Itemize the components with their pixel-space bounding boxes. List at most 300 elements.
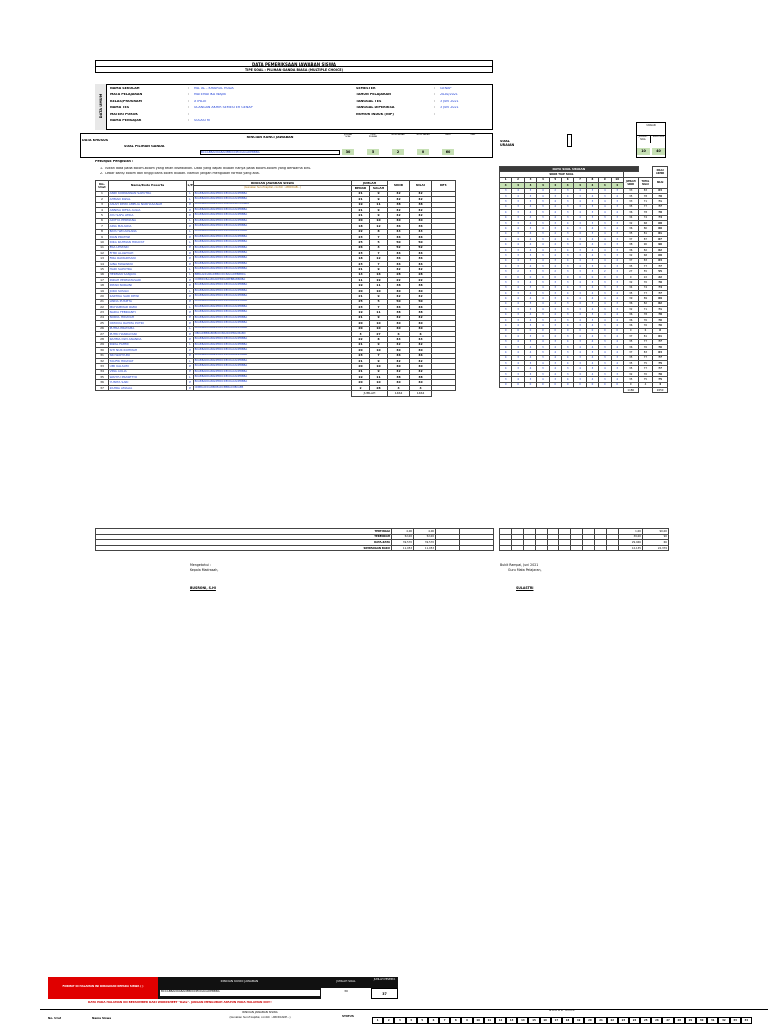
cell-lp[interactable]: L (187, 272, 194, 277)
cell-jawaban[interactable]: BCABBADDABADEBDCDECDACADEBBBA (194, 353, 352, 358)
uraian-cell[interactable]: 4 (586, 226, 598, 231)
uraian-cell[interactable]: 3 (500, 269, 512, 274)
uraian-cell[interactable]: 4 (524, 247, 536, 252)
cell-jawaban[interactable]: BCABBADDABADEBDCDECDACADEBBBA (194, 218, 352, 223)
uraian-cell[interactable]: 3 (611, 199, 623, 204)
uraian-cell[interactable]: 3 (574, 339, 586, 344)
cell-nama[interactable]: RIZAL FAHMI (109, 342, 187, 347)
uraian-cell[interactable]: 3 (549, 323, 561, 328)
uraian-cell[interactable]: 4 (561, 355, 573, 360)
uraian-cell[interactable]: 4 (611, 377, 623, 382)
cell-nama[interactable]: BAYU WICAKSANA (109, 229, 187, 234)
uraian-cell[interactable]: 3 (561, 301, 573, 306)
uraian-cell[interactable]: 4 (574, 334, 586, 339)
uraian-cell[interactable]: 3 (561, 215, 573, 220)
uraian-cell[interactable]: 3 (586, 269, 598, 274)
uraian-cell[interactable]: 3 (512, 355, 524, 360)
uraian-cell[interactable]: 4 (524, 350, 536, 355)
uraian-cell[interactable]: 3 (599, 307, 611, 312)
khusus-value[interactable]: 2 (392, 149, 404, 155)
cell-lp[interactable]: P (187, 224, 194, 229)
uraian-cell[interactable]: 3 (586, 258, 598, 263)
uraian-cell[interactable]: 4 (561, 377, 573, 382)
uraian-cell[interactable]: 4 (574, 204, 586, 209)
uraian-cell[interactable]: 4 (537, 296, 549, 301)
uraian-cell[interactable]: 3 (586, 264, 598, 269)
uraian-cell[interactable]: 3 (524, 371, 536, 376)
uraian-cell[interactable]: 4 (500, 231, 512, 236)
uraian-cell[interactable]: 2 (512, 269, 524, 274)
uraian-cell[interactable]: 4 (611, 344, 623, 349)
uraian-cell[interactable]: 4 (599, 210, 611, 215)
uraian-cell[interactable]: 4 (549, 215, 561, 220)
uraian-cell[interactable]: 3 (512, 371, 524, 376)
uraian-cell[interactable]: 3 (549, 296, 561, 301)
uraian-cell[interactable]: 3 (611, 371, 623, 376)
uraian-cell[interactable]: 4 (574, 301, 586, 306)
uraian-cell[interactable]: 3 (611, 247, 623, 252)
uraian-cell[interactable]: 3 (599, 226, 611, 231)
uraian-cell[interactable]: 4 (611, 312, 623, 317)
uraian-cell[interactable]: 3 (500, 377, 512, 382)
cell-jawaban[interactable]: BCABBADDABADEBDCDECDACADEBBBA (194, 267, 352, 272)
cell-lp[interactable]: L (187, 288, 194, 293)
cell-nama[interactable]: HERMAN SANJAYA (109, 272, 187, 277)
cell-jawaban[interactable]: BCABBADDABADEBDCDECDACADEBBBA (194, 207, 352, 212)
uraian-cell[interactable]: 0 (561, 382, 573, 387)
uraian-cell[interactable]: 3 (512, 247, 524, 252)
uraian-cell[interactable]: 3 (561, 317, 573, 322)
info-left-value[interactable]: MA. AL - KHAIRUL HUDA (194, 87, 234, 90)
cell-nama[interactable]: ADITYA PERMANA (109, 218, 187, 223)
uraian-cell[interactable]: 4 (599, 312, 611, 317)
uraian-cell[interactable]: 4 (586, 307, 598, 312)
cell-jawaban[interactable]: BCABBADDABADEBDCDECDACADEBBBA (194, 234, 352, 239)
uraian-cell[interactable]: 0 (599, 274, 611, 279)
uraian-cell[interactable]: 3 (574, 253, 586, 258)
uraian-cell[interactable]: 0 (500, 382, 512, 387)
uraian-cell[interactable]: 4 (500, 334, 512, 339)
uraian-cell[interactable]: 3 (611, 264, 623, 269)
uraian-cell[interactable]: 3 (574, 193, 586, 198)
uraian-cell[interactable]: 4 (537, 361, 549, 366)
cell-jawaban[interactable]: BCABBADDABADEBDCDECDACADEBBBA (194, 310, 352, 315)
uraian-cell[interactable]: 3 (611, 204, 623, 209)
uraian-cell[interactable]: 4 (512, 296, 524, 301)
uraian-cell[interactable]: 4 (586, 253, 598, 258)
uraian-cell[interactable]: 3 (586, 199, 598, 204)
uraian-cell[interactable]: 3 (574, 371, 586, 376)
uraian-cell[interactable]: 3 (524, 323, 536, 328)
uraian-cell[interactable]: 4 (549, 204, 561, 209)
uraian-cell[interactable]: 4 (561, 247, 573, 252)
uraian-cell[interactable]: 4 (524, 215, 536, 220)
uraian-cell[interactable]: 4 (599, 317, 611, 322)
cell-nama[interactable]: INTAN NURAINI (109, 283, 187, 288)
uraian-cell[interactable]: 3 (599, 323, 611, 328)
cell-lp[interactable]: L (187, 218, 194, 223)
cell-jawaban[interactable]: BCABBADDABADEBDCDECDACADEBBBA (194, 321, 352, 326)
uraian-cell[interactable]: 3 (574, 355, 586, 360)
uraian-cell[interactable]: 3 (500, 307, 512, 312)
uraian-cell[interactable]: 3 (549, 377, 561, 382)
uraian-cell[interactable]: 4 (561, 285, 573, 290)
uraian-cell[interactable]: 3 (599, 344, 611, 349)
uraian-cell[interactable]: 0 (599, 382, 611, 387)
uraian-cell[interactable]: 3 (512, 307, 524, 312)
cell-nama[interactable]: DIAN PRATIWI (109, 234, 187, 239)
cell-nama[interactable]: NURUL HIDAYAH (109, 315, 187, 320)
uraian-cell[interactable]: 4 (561, 193, 573, 198)
cell-nama[interactable]: AHMAD RIZAL (109, 197, 187, 202)
cell-nama[interactable]: MUHAMMAD RIZKI (109, 304, 187, 309)
uraian-cell[interactable]: 3 (524, 377, 536, 382)
uraian-cell[interactable]: 3 (512, 199, 524, 204)
uraian-cell[interactable]: 2 (549, 269, 561, 274)
uraian-cell[interactable]: 0 (599, 328, 611, 333)
cell-lp[interactable]: P (187, 348, 194, 353)
cell-lp[interactable]: P (187, 213, 194, 218)
cell-lp[interactable]: P (187, 337, 194, 342)
uraian-cell[interactable]: 2 (599, 269, 611, 274)
uraian-cell[interactable]: 4 (524, 290, 536, 295)
uraian-cell[interactable]: 0 (561, 328, 573, 333)
uraian-cell[interactable]: 3 (537, 350, 549, 355)
uraian-cell[interactable]: 4 (611, 296, 623, 301)
uraian-cell[interactable]: 3 (561, 350, 573, 355)
cell-jawaban[interactable]: BCABBADDABADEBDCDECDACADEBBBA (194, 224, 352, 229)
cell-jawaban[interactable]: BCABBADDABADEBDCDECDACADEBBBA (194, 364, 352, 369)
uraian-cell[interactable]: 3 (599, 220, 611, 225)
uraian-cell[interactable]: 0 (549, 328, 561, 333)
uraian-cell[interactable]: 3 (537, 344, 549, 349)
khusus-value[interactable]: 0 (417, 149, 429, 155)
cell-jawaban[interactable]: BCABBADDABADEBDCDECDACADEBBBA (194, 380, 352, 385)
uraian-input-box[interactable] (567, 134, 572, 147)
uraian-cell[interactable]: 4 (561, 220, 573, 225)
cell-nama[interactable]: SITI NUR ROHMAH (109, 348, 187, 353)
uraian-cell[interactable]: 4 (561, 296, 573, 301)
uraian-cell[interactable]: 3 (599, 290, 611, 295)
uraian-cell[interactable]: 0 (574, 274, 586, 279)
uraian-cell[interactable]: 3 (574, 307, 586, 312)
uraian-cell[interactable]: 3 (561, 188, 573, 193)
uraian-cell[interactable]: 3 (524, 361, 536, 366)
uraian-cell[interactable]: 3 (549, 226, 561, 231)
uraian-cell[interactable]: 4 (537, 247, 549, 252)
uraian-cell[interactable]: 4 (537, 377, 549, 382)
uraian-cell[interactable]: 3 (561, 253, 573, 258)
cell-lp[interactable]: P (187, 256, 194, 261)
uraian-cell[interactable]: 3 (586, 220, 598, 225)
uraian-cell[interactable]: 3 (611, 366, 623, 371)
uraian-cell[interactable]: 4 (537, 258, 549, 263)
uraian-cell[interactable]: 4 (586, 242, 598, 247)
uraian-cell[interactable]: 4 (512, 350, 524, 355)
cell-jawaban[interactable]: BCABBADDABADEBDCDECDACADEBBBA (194, 375, 352, 380)
uraian-cell[interactable]: 4 (512, 301, 524, 306)
cell-nama[interactable]: NADIA FEBRIANTI (109, 310, 187, 315)
uraian-cell[interactable]: 4 (574, 258, 586, 263)
cell-jawaban[interactable]: BBBAADDABADEBDCDCBACADEBBBDA (194, 272, 352, 277)
uraian-cell[interactable]: 4 (561, 226, 573, 231)
uraian-cell[interactable]: 4 (537, 301, 549, 306)
cell-jawaban[interactable]: BCABBADDABADEBDCDECDACADEBBBA (194, 288, 352, 293)
uraian-cell[interactable]: 4 (537, 188, 549, 193)
uraian-cell[interactable]: 4 (599, 188, 611, 193)
cell-lp[interactable]: P (187, 278, 194, 283)
uraian-cell[interactable]: 0 (524, 382, 536, 387)
uraian-cell[interactable]: 3 (611, 285, 623, 290)
cell-jawaban[interactable]: BCABBADDABADEBDCDECDACADEBBBA (194, 283, 352, 288)
cell-jawaban[interactable]: BCABBADDABADEBDCDECDACADEBBBA (194, 304, 352, 309)
uraian-cell[interactable]: 3 (537, 231, 549, 236)
uraian-cell[interactable]: 3 (599, 215, 611, 220)
cell-lp[interactable]: P (187, 315, 194, 320)
uraian-cell[interactable]: 4 (500, 355, 512, 360)
uraian-cell[interactable]: 3 (574, 247, 586, 252)
uraian-cell[interactable]: 4 (512, 285, 524, 290)
uraian-cell[interactable]: 3 (586, 350, 598, 355)
cell-nama[interactable]: JOKO SUSILO (109, 288, 187, 293)
uraian-cell[interactable]: 4 (524, 312, 536, 317)
uraian-cell[interactable]: 4 (512, 242, 524, 247)
uraian-cell[interactable]: 3 (599, 280, 611, 285)
uraian-cell[interactable]: 3 (512, 264, 524, 269)
uraian-cell[interactable]: 3 (586, 301, 598, 306)
uraian-cell[interactable]: 3 (524, 253, 536, 258)
cell-lp[interactable]: L (187, 229, 194, 234)
uraian-cell[interactable]: 3 (524, 307, 536, 312)
info-right-value[interactable]: GENAP (440, 87, 452, 90)
uraian-cell[interactable]: 4 (549, 350, 561, 355)
uraian-cell[interactable]: 4 (561, 237, 573, 242)
uraian-cell[interactable]: 3 (561, 204, 573, 209)
uraian-cell[interactable]: 4 (500, 301, 512, 306)
uraian-cell[interactable]: 3 (524, 258, 536, 263)
cell-nama[interactable]: EKA LESTARI (109, 245, 187, 250)
uraian-cell[interactable]: 3 (549, 307, 561, 312)
uraian-cell[interactable]: 4 (574, 312, 586, 317)
uraian-cell[interactable]: 3 (549, 290, 561, 295)
uraian-cell[interactable]: 4 (537, 285, 549, 290)
cell-lp[interactable]: P (187, 261, 194, 266)
uraian-cell[interactable]: 3 (599, 193, 611, 198)
cell-nama[interactable]: UMI KALSUM (109, 364, 187, 369)
uraian-cell[interactable]: 3 (524, 334, 536, 339)
uraian-cell[interactable]: 4 (512, 193, 524, 198)
cell-nama[interactable]: PUTRA PRATAMA (109, 326, 187, 331)
uraian-cell[interactable]: 3 (586, 188, 598, 193)
uraian-cell[interactable]: 4 (549, 210, 561, 215)
uraian-cell[interactable]: 3 (599, 253, 611, 258)
cell-jawaban[interactable]: BCABBADDABADEBDCDECDACADEBBBA (194, 358, 352, 363)
uraian-cell[interactable]: 3 (537, 371, 549, 376)
uraian-cell[interactable]: 3 (574, 285, 586, 290)
uraian-cell[interactable]: 4 (524, 204, 536, 209)
uraian-cell[interactable]: 3 (512, 280, 524, 285)
uraian-cell[interactable]: 4 (599, 247, 611, 252)
uraian-cell[interactable]: 4 (611, 193, 623, 198)
uraian-cell[interactable]: 4 (500, 210, 512, 215)
uraian-cell[interactable]: 0 (586, 382, 598, 387)
cell-nama[interactable]: YUNITA SARI (109, 380, 187, 385)
uraian-cell[interactable]: 3 (561, 307, 573, 312)
info-right-value[interactable]: 3 Juni 2021 (440, 106, 459, 110)
uraian-cell[interactable]: 4 (574, 280, 586, 285)
uraian-cell[interactable]: 3 (524, 285, 536, 290)
uraian-cell[interactable]: 3 (549, 193, 561, 198)
uraian-cell[interactable]: 4 (549, 317, 561, 322)
uraian-cell[interactable]: 3 (561, 269, 573, 274)
uraian-cell[interactable]: 3 (574, 323, 586, 328)
uraian-cell[interactable]: 4 (500, 296, 512, 301)
uraian-cell[interactable]: 0 (512, 382, 524, 387)
info-left-value[interactable]: ULANGAN AKHIR SEMESTER GENAP (194, 106, 253, 110)
cell-lp[interactable]: P (187, 294, 194, 299)
uraian-cell[interactable]: 3 (586, 231, 598, 236)
uraian-cell[interactable]: 4 (524, 231, 536, 236)
uraian-cell[interactable]: 4 (549, 264, 561, 269)
uraian-cell[interactable]: 3 (524, 301, 536, 306)
uraian-cell[interactable]: 3 (611, 237, 623, 242)
uraian-cell[interactable]: 4 (524, 220, 536, 225)
uraian-cell[interactable]: 3 (611, 269, 623, 274)
skor-jumlah-val[interactable]: 10 (637, 148, 650, 155)
uraian-cell[interactable]: 4 (524, 366, 536, 371)
cell-jawaban[interactable]: BCABBADDABADEBDCDECDACADEBBBA (194, 251, 352, 256)
cell-lp[interactable]: P (187, 369, 194, 374)
uraian-cell[interactable]: 4 (611, 317, 623, 322)
uraian-cell[interactable]: 3 (549, 247, 561, 252)
skor-max-val[interactable]: 40 (652, 148, 665, 155)
uraian-cell[interactable]: 3 (500, 188, 512, 193)
uraian-cell[interactable]: 4 (586, 339, 598, 344)
uraian-cell[interactable]: 4 (537, 323, 549, 328)
uraian-cell[interactable]: 3 (524, 199, 536, 204)
uraian-cell[interactable]: 3 (574, 377, 586, 382)
uraian-cell[interactable]: 3 (537, 312, 549, 317)
uraian-cell[interactable]: 0 (524, 328, 536, 333)
uraian-cell[interactable]: 4 (586, 355, 598, 360)
uraian-cell[interactable]: 0 (611, 382, 623, 387)
uraian-cell[interactable]: 3 (574, 290, 586, 295)
cell-lp[interactable]: P (187, 385, 194, 390)
uraian-cell[interactable]: 3 (561, 210, 573, 215)
cell-nama[interactable]: WAHYU PRASETYO (109, 375, 187, 380)
uraian-cell[interactable]: 4 (512, 226, 524, 231)
uraian-cell[interactable]: 3 (537, 253, 549, 258)
cell-jawaban[interactable]: BCABBADDABADEBDCDECDACADEBBBA (194, 213, 352, 218)
uraian-cell[interactable]: 0 (549, 274, 561, 279)
cell-lp[interactable]: P (187, 364, 194, 369)
info-right-value[interactable]: 2020/2021 (440, 93, 458, 97)
uraian-cell[interactable]: 0 (586, 328, 598, 333)
uraian-cell[interactable]: 3 (574, 226, 586, 231)
uraian-cell[interactable]: 4 (524, 242, 536, 247)
uraian-cell[interactable]: 4 (512, 237, 524, 242)
uraian-cell[interactable]: 4 (574, 231, 586, 236)
uraian-cell[interactable]: 3 (611, 188, 623, 193)
uraian-cell[interactable]: 4 (574, 344, 586, 349)
cell-lp[interactable]: P (187, 251, 194, 256)
uraian-cell[interactable]: 4 (537, 226, 549, 231)
uraian-cell[interactable]: 4 (524, 355, 536, 360)
uraian-cell[interactable]: 4 (611, 226, 623, 231)
uraian-cell[interactable]: 4 (611, 258, 623, 263)
uraian-cell[interactable]: 4 (500, 317, 512, 322)
uraian-cell[interactable]: 4 (524, 280, 536, 285)
cell-jawaban[interactable]: BCABBADDABADEBDCDECDACADEBBBA (194, 348, 352, 353)
uraian-cell[interactable]: 3 (537, 264, 549, 269)
uraian-cell[interactable]: 4 (537, 307, 549, 312)
cell-lp[interactable]: P (187, 207, 194, 212)
cell-lp[interactable]: P (187, 380, 194, 385)
info-right-value[interactable]: 3 Juni 2021 (440, 99, 459, 103)
cell-nama[interactable]: FIRA RAMADHANI (109, 256, 187, 261)
uraian-cell[interactable]: 3 (599, 355, 611, 360)
uraian-cell[interactable]: 4 (500, 247, 512, 252)
uraian-cell[interactable]: 4 (500, 350, 512, 355)
cell-lp[interactable]: P (187, 283, 194, 288)
uraian-cell[interactable]: 3 (500, 285, 512, 290)
uraian-cell[interactable]: 3 (549, 339, 561, 344)
cell-jawaban[interactable]: BCABBADDABADEBDCDACADEBCCDBBBA (194, 202, 352, 207)
cell-nama[interactable]: TAUFIK HIDAYAT (109, 358, 187, 363)
uraian-cell[interactable]: 3 (611, 280, 623, 285)
uraian-cell[interactable]: 0 (512, 274, 524, 279)
cell-nama[interactable]: GINA MAWARNI (109, 261, 187, 266)
uraian-cell[interactable]: 4 (500, 344, 512, 349)
khusus-value[interactable]: 5 (367, 149, 379, 155)
uraian-cell[interactable]: 4 (549, 301, 561, 306)
uraian-cell[interactable]: 3 (549, 220, 561, 225)
uraian-cell[interactable]: 3 (586, 317, 598, 322)
cell-lp[interactable]: P (187, 245, 194, 250)
cell-nama[interactable]: LINDA PUSPITA (109, 299, 187, 304)
cell-nama[interactable]: RAHMA DWI ANANDA (109, 337, 187, 342)
cell-jawaban[interactable]: BCABBADDABADEBDCDECDACADEBBBA (194, 294, 352, 299)
cell-nama[interactable]: ANNISA RIFKA AULIA (109, 207, 187, 212)
uraian-cell[interactable]: 3 (561, 242, 573, 247)
uraian-cell[interactable]: 0 (611, 274, 623, 279)
uraian-cell[interactable]: 4 (599, 301, 611, 306)
uraian-cell[interactable]: 3 (512, 253, 524, 258)
uraian-cell[interactable]: 4 (500, 290, 512, 295)
uraian-cell[interactable]: 3 (574, 237, 586, 242)
uraian-cell[interactable]: 3 (561, 334, 573, 339)
uraian-cell[interactable]: 3 (512, 210, 524, 215)
uraian-cell[interactable]: 3 (537, 237, 549, 242)
uraian-cell[interactable]: 3 (524, 188, 536, 193)
uraian-cell[interactable]: 3 (599, 377, 611, 382)
cell-nama[interactable]: INDAH PERMATASARI (109, 278, 187, 283)
uraian-cell[interactable]: 4 (574, 215, 586, 220)
uraian-cell[interactable]: 3 (500, 280, 512, 285)
uraian-cell[interactable]: 0 (512, 328, 524, 333)
uraian-cell[interactable]: 4 (586, 247, 598, 252)
uraian-cell[interactable]: 4 (561, 290, 573, 295)
uraian-cell[interactable]: 3 (586, 204, 598, 209)
uraian-cell[interactable]: 4 (500, 242, 512, 247)
uraian-cell[interactable]: 3 (512, 220, 524, 225)
cell-nama[interactable]: HADI SAPUTRA (109, 267, 187, 272)
uraian-cell[interactable]: 4 (586, 377, 598, 382)
cell-lp[interactable]: L (187, 326, 194, 331)
cell-jawaban[interactable]: BCABBADDABADEBDCDECDACADEBBBA (194, 229, 352, 234)
uraian-cell[interactable]: 4 (512, 323, 524, 328)
uraian-cell[interactable]: 3 (512, 290, 524, 295)
